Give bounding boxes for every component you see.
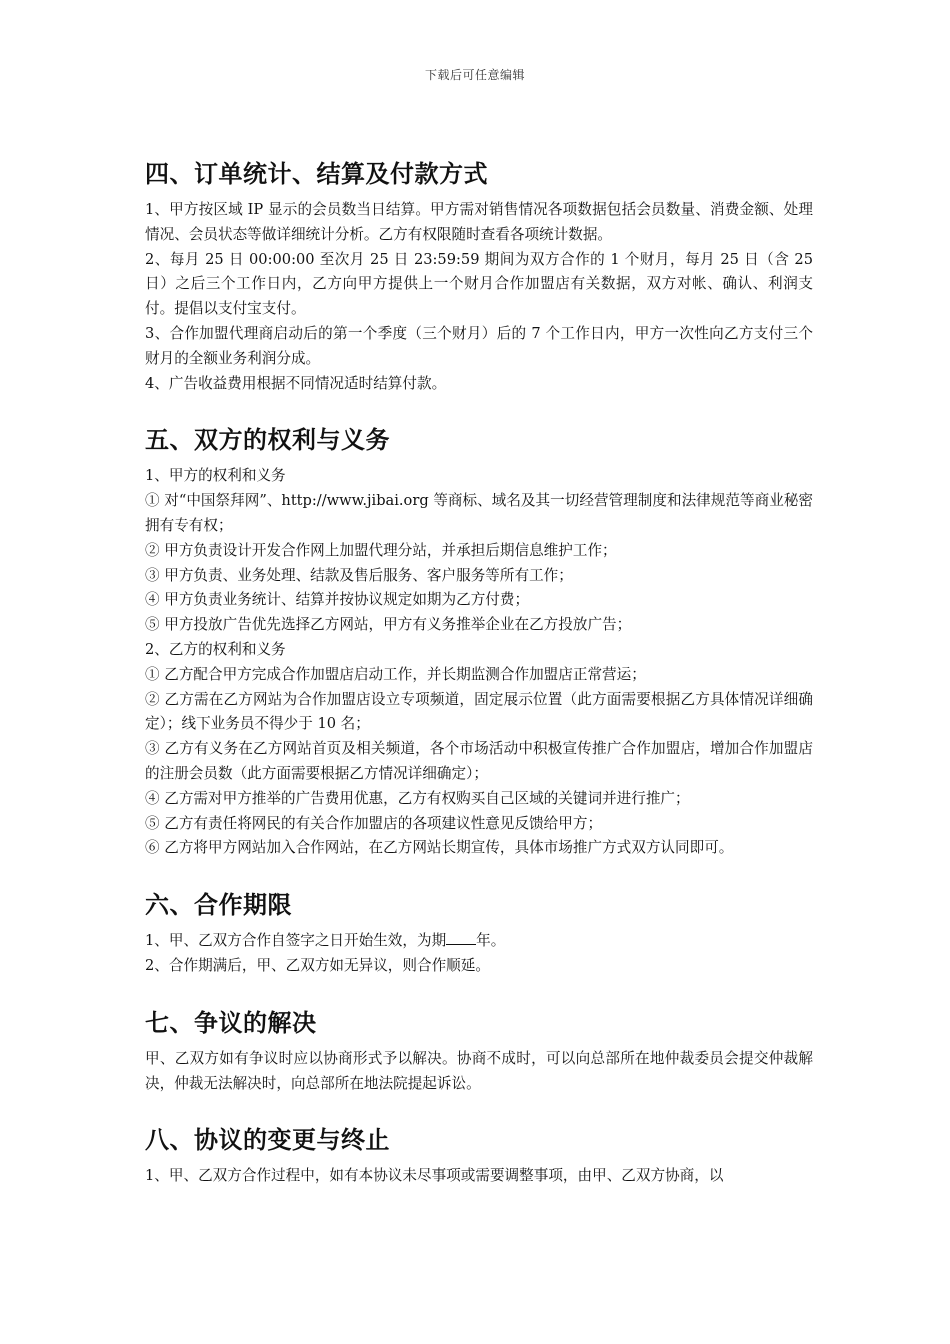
paragraph [145,929,813,954]
section-title: 四、订单统计、结算及付款方式 [145,159,488,188]
section-dispute [145,1001,813,1097]
paragraph: ④ 甲方负责业务统计、结算并按协议规定如期为乙方付费； [145,591,530,609]
term-text: 1、甲、乙双方合作自签字之日开始生效，为期 [145,932,447,950]
section-change-termination [145,1118,813,1189]
section-title: 八、协议的变更与终止 [145,1125,390,1155]
page-header-note: 下载后可任意编辑 [424,68,525,82]
paragraph: 1、甲方按区域 IP 显示的会员数当日结算。甲方需对销售情况各项数据包括会员数量、消费金额、处理情况、会员状态等做详细统计分析。乙方有权限随时查看各项统计数据。 [145,201,813,243]
paragraph: ④ 乙方需对甲方推举的广告费用优惠，乙方有权购买自己区域的关键词并进行推广； [145,789,690,807]
section-title: 五、双方的权利与义务 [145,425,390,455]
section-title: 六、合作期限 [145,890,292,920]
paragraph: ③ 乙方有义务在乙方网站首页及相关频道，各个市场活动中积极宣传推广合作加盟店，增加合作加盟店的注册会员数（此方面需要根据乙方情况详细确定）； [145,740,813,782]
section-title: 七、争议的解决 [145,1007,317,1037]
document-body [145,152,813,1211]
paragraph: 1、甲方的权利和义务 [145,467,286,485]
section-rights-obligations [145,418,813,861]
paragraph: 2、乙方的权利和义务 [145,640,286,658]
section-settlement [145,152,813,396]
term-blank [446,930,476,945]
paragraph: ⑤ 乙方有责任将网民的有关合作加盟店的各项建议性意见反馈给甲方； [145,814,603,832]
paragraph: 甲、乙双方如有争议时应以协商形式予以解决。协商不成时，可以向总部所在地仲裁委员会提交仲裁解决，仲裁无法解决时，向总部所在地法院提起诉讼。 [145,1049,813,1092]
paragraph: 2、每月 25 日 00:00:00 至次月 25 日 23:59:59 期间为双方合作的 1 个财月，每月 25 日（含 25 日）之后三个工作日内，乙方向甲方提供上一个财月合作加盟店有关数据，双方对帐、确认、利润支付。提倡以支付宝支付。 [145,250,813,318]
term-suffix: 年。 [476,932,506,950]
paragraph: 2、合作期满后，甲、乙双方如无异议，则合作顺延。 [145,956,490,974]
paragraph: ② 甲方负责设计开发合作网上加盟代理分站，并承担后期信息维护工作； [145,541,617,559]
section-term [145,883,813,979]
paragraph: 3、合作加盟代理商启动后的第一个季度（三个财月）后的 7 个工作日内，甲方一次性向乙方支付三个财月的全额业务利润分成。 [145,324,813,367]
paragraph: 4、广告收益费用根据不同情况适时结算付款。 [145,374,447,392]
paragraph: ② 乙方需在乙方网站为合作加盟店设立专项频道，固定展示位置（此方面需要根据乙方具体情况详细确定）；线下业务员不得少于 10 名； [145,690,813,733]
paragraph: ⑥ 乙方将甲方网站加入合作网站，在乙方网站长期宣传，具体市场推广方式双方认同即可。 [145,839,734,857]
paragraph: ③ 甲方负责、业务处理、结款及售后服务、客户服务等所有工作； [145,566,573,584]
paragraph: 1、甲、乙双方合作过程中，如有本协议未尽事项或需要调整事项，由甲、乙双方协商，以 [145,1167,724,1185]
paragraph: ⑤ 甲方投放广告优先选择乙方网站，甲方有义务推举企业在乙方投放广告； [145,616,632,634]
paragraph: ① 乙方配合甲方完成合作加盟店启动工作，并长期监测合作加盟店正常营运； [145,665,646,683]
paragraph: ① 对“中国祭拜网”、http://www.jibai.org 等商标、域名及其一切经营管理制度和法律规范等商业秘密拥有专有权； [145,492,813,534]
